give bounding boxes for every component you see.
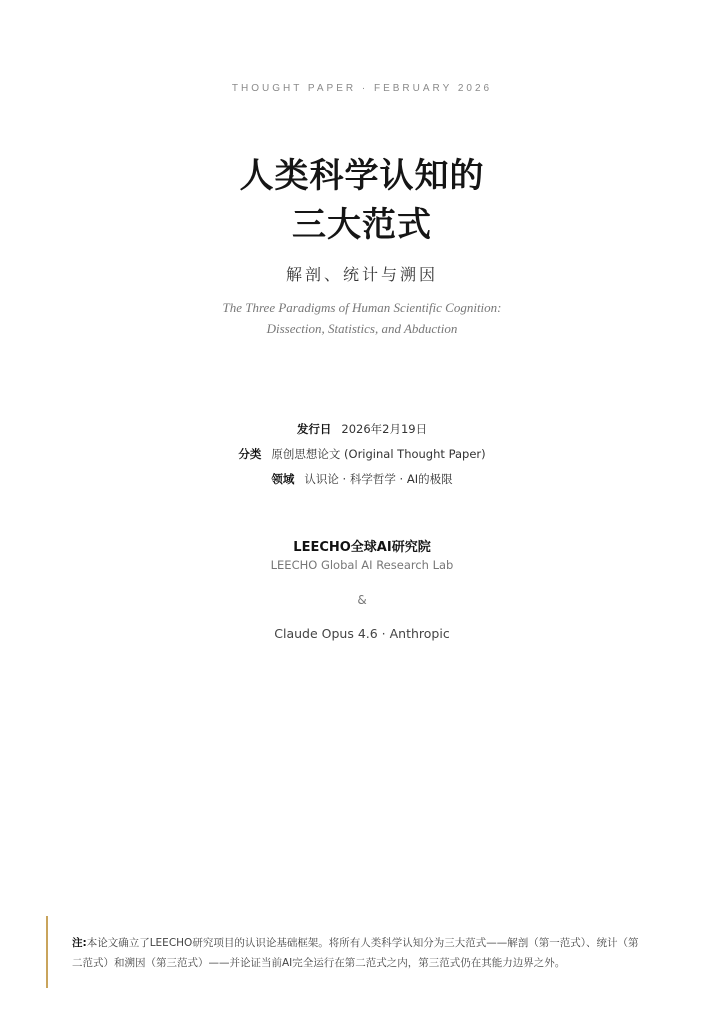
note-label: 注: [72,937,87,949]
page-title-line2: 三大范式 [292,205,432,245]
ampersand: & [357,593,367,607]
page-title-line1: 人类科学认知的 [239,156,485,196]
meta-field-value: 认识论 · 科学哲学 · AI的极限 [304,472,453,486]
org-name-cn: LEECHO全球AI研究院 [293,540,431,555]
note-text: 本论文确立了LEECHO研究项目的认识论基础框架。将所有人类科学认知分为三大范式——解剖（第一范式）、统计（第二范式）和溯因（第三范式）——并论证当前AI完全运行在第二范式之内，第三范式仍在其能力边界之外。 [72,937,639,969]
meta-date-row [0,421,724,437]
meta-field-row [0,471,724,487]
meta-category-row [0,446,724,462]
eyebrow-header: THOUGHT PAPER · FEBRUARY 2026 [231,83,493,94]
subtitle: 解剖、统计与溯因 [285,265,438,284]
meta-category-value: 原创思想论文 (Original Thought Paper) [271,447,486,461]
partner-credit: Claude Opus 4.6 · Anthropic [274,626,450,641]
org-name-en: LEECHO Global AI Research Lab [270,558,454,572]
note-block [46,916,646,988]
meta-category-label: 分类 [238,447,262,461]
english-title-line1: The Three Paradigms of Human Scientific Cognition: [222,300,502,315]
meta-field-label: 领域 [271,472,295,486]
english-title-line2: Dissection, Statistics, and Abduction [266,321,458,336]
meta-date-value: 2026年2月19日 [341,422,428,436]
meta-date-label: 发行日 [296,422,332,436]
